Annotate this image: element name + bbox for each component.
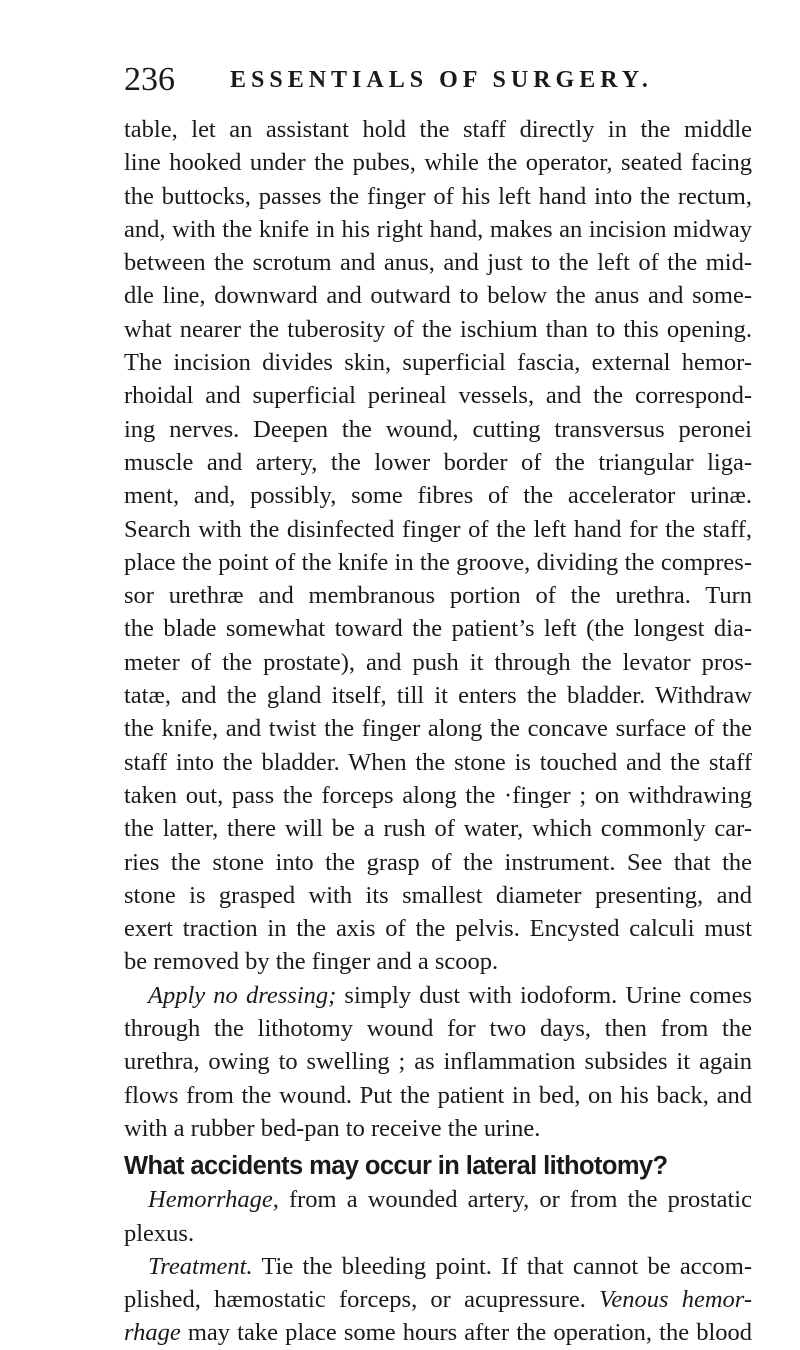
text-line: muscle and artery, the lower border of the triangular liga- bbox=[124, 448, 752, 476]
text-line: sor urethræ and membranous portion of the urethra. Turn bbox=[124, 582, 752, 610]
text-line: tatæ, and the gland itself, till it enters the bladder. Withdraw bbox=[124, 682, 752, 710]
text-line: ing nerves. Deepen the wound, cutting transversus peronei bbox=[124, 415, 752, 443]
page-header bbox=[124, 60, 653, 100]
text-line: the knife, and twist the finger along the concave surface of the bbox=[124, 715, 752, 743]
italic-lead: Treatment. bbox=[148, 1252, 253, 1280]
paragraph-dressing bbox=[124, 979, 752, 1145]
text-line: The incision divides skin, superficial fascia, external hemor- bbox=[124, 349, 752, 377]
text-line: ment, and, possibly, some fibres of the accelerator urinæ. bbox=[124, 482, 752, 510]
text-line: the buttocks, passes the finger of his left hand into the rectum, bbox=[124, 182, 752, 210]
text-line: be removed by the finger and a scoop. bbox=[124, 948, 499, 976]
text-line: ries the stone into the grasp of the instrument. See that the bbox=[124, 848, 752, 876]
text-line: through the lithotomy wound for two days, then from the bbox=[124, 1015, 752, 1043]
running-head: ESSENTIALS OF SURGERY. bbox=[230, 67, 653, 93]
text-line: plexus. bbox=[124, 1219, 195, 1247]
text-line: table, let an assistant hold the staff directly in the middle bbox=[124, 116, 752, 143]
text-line: Apply no dressing; simply dust with iodoform. Urine comes bbox=[148, 981, 752, 1009]
italic-lead: Hemorrhage, bbox=[148, 1186, 279, 1214]
text-line: the blade somewhat toward the patient’s left (the longest dia- bbox=[124, 615, 752, 643]
paragraph-treatment bbox=[124, 1250, 752, 1350]
text-line: urethra, owing to swelling ; as inflammation subsides it again bbox=[124, 1048, 752, 1076]
text-line: stone is grasped with its smallest diameter presenting, and bbox=[124, 881, 752, 909]
paragraph-lithotomy-procedure bbox=[124, 113, 752, 979]
text-line: staff into the bladder. When the stone is touched and the staff bbox=[124, 748, 752, 776]
text-line: rhage may take place some hours after the operation, the blood bbox=[124, 1319, 752, 1347]
text-line: dle line, downward and outward to below the anus and some- bbox=[124, 282, 752, 310]
text-line: and, with the knife in his right hand, makes an incision midway bbox=[124, 215, 752, 243]
text-line: the latter, there will be a rush of water, which commonly car- bbox=[124, 815, 752, 843]
text-line: Treatment. Tie the bleeding point. If that cannot be accom- bbox=[148, 1252, 752, 1280]
text-line: Hemorrhage, from a wounded artery, or from the prostatic bbox=[148, 1186, 752, 1214]
text-line: what nearer the tuberosity of the ischium than to this opening. bbox=[124, 315, 752, 343]
text-line: with a rubber bed-pan to receive the urine. bbox=[124, 1114, 541, 1142]
paragraph-hemorrhage bbox=[124, 1183, 752, 1250]
text-line: Search with the disinfected finger of the left hand for the staff, bbox=[124, 515, 752, 543]
text-line: plished, hæmostatic forceps, or acupressure. Venous hemor- bbox=[124, 1286, 752, 1314]
text-line: rhoidal and superficial perineal vessels, and the correspond- bbox=[124, 382, 752, 410]
text-line: line hooked under the pubes, while the operator, seated facing bbox=[124, 149, 752, 177]
question-heading: What accidents may occur in lateral lithotomy? bbox=[124, 1152, 668, 1181]
text-line: place the point of the knife in the groove, dividing the compres- bbox=[124, 548, 752, 576]
text-line: flows from the wound. Put the patient in bed, on his back, and bbox=[124, 1081, 752, 1109]
text-line: taken out, pass the forceps along the ·finger ; on withdrawing bbox=[124, 781, 752, 809]
text-line: meter of the prostate), and push it through the levator pros- bbox=[124, 648, 752, 676]
italic-lead: Apply no dressing; bbox=[148, 981, 337, 1009]
body-text bbox=[124, 113, 752, 1350]
page-number: 236 bbox=[124, 61, 175, 98]
text-line: exert traction in the axis of the pelvis. Encysted calculi must bbox=[124, 915, 752, 943]
text-line: between the scrotum and anus, and just to the left of the mid- bbox=[124, 249, 752, 277]
